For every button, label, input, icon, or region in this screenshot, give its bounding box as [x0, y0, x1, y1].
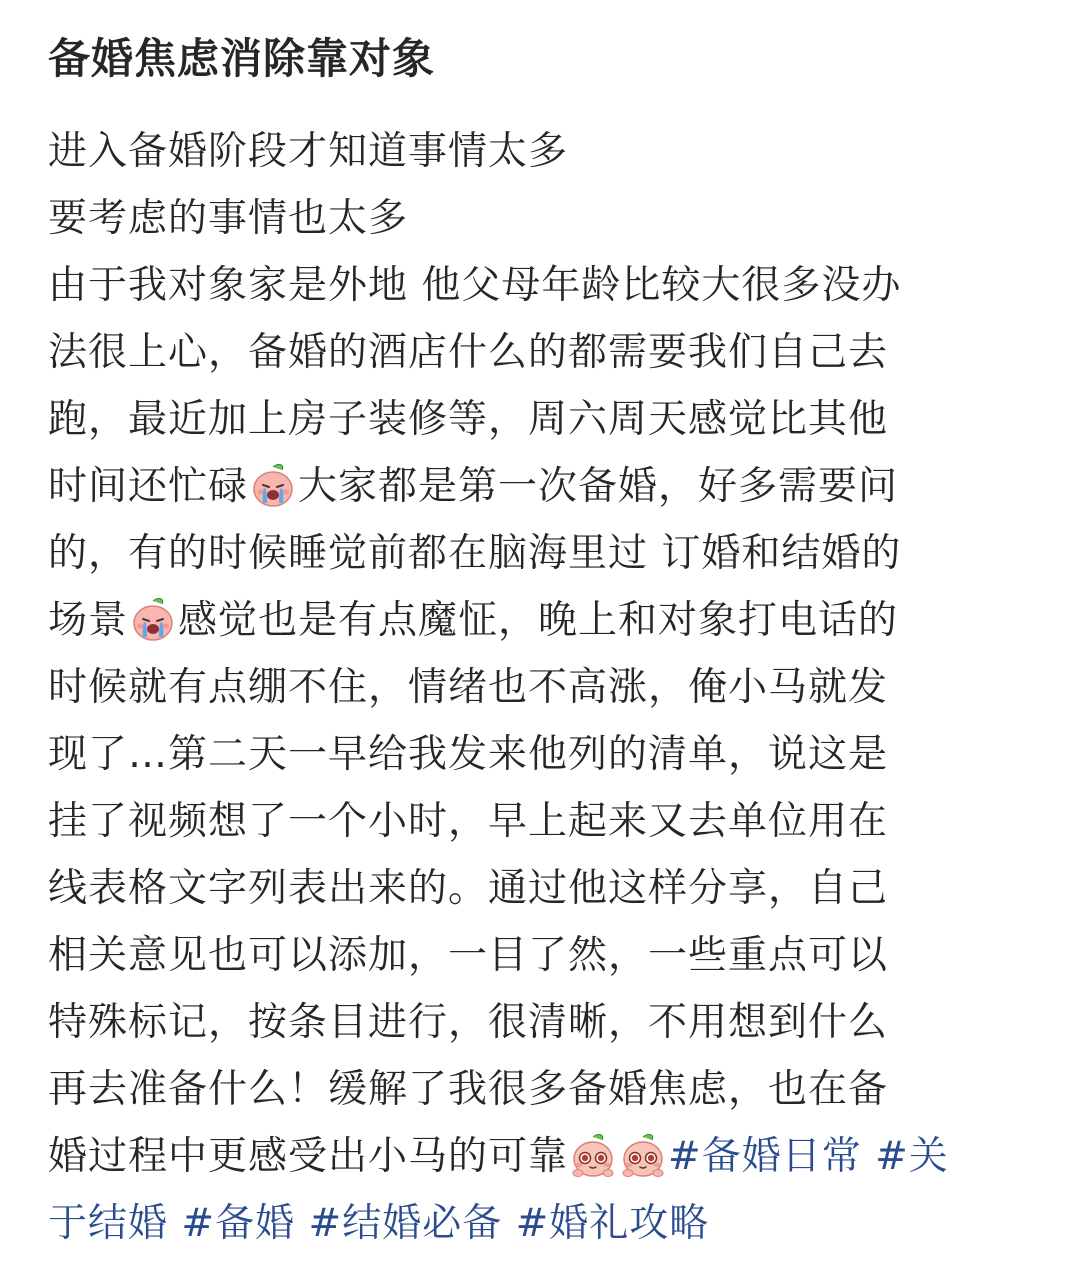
body-line — [48, 453, 1043, 520]
crying-peach-emoji-icon — [249, 461, 297, 509]
body-line: 进入备婚阶段才知道事情太多 — [48, 129, 569, 174]
post-title: 备婚焦虑消除靠对象 — [48, 34, 436, 83]
hashtag-link[interactable]: #婚礼攻略 — [515, 1201, 710, 1246]
body-line: 特殊标记，按条目进行，很清晰，不用想到什么 — [48, 1000, 889, 1045]
body-text: 场景 — [48, 598, 129, 643]
hashtag-link[interactable]: #备婚 — [181, 1201, 296, 1246]
body-line — [48, 1190, 1043, 1257]
body-line: 要考虑的事情也太多 — [48, 196, 409, 241]
body-text: 大家都是第一次备婚，好多需要问 — [298, 464, 899, 509]
hashtag-link[interactable]: #关 — [875, 1134, 949, 1179]
body-line: 再去准备什么！缓解了我很多备婚焦虑，也在备 — [48, 1067, 889, 1112]
body-line — [48, 1123, 1043, 1190]
crying-peach-emoji-icon — [129, 595, 177, 643]
post — [48, 26, 1043, 1257]
body-text: 感觉也是有点魔怔，晚上和对象打电话的 — [178, 598, 899, 643]
body-line: 现了…第二天一早给我发来他列的清单，说这是 — [48, 732, 889, 777]
body-line: 法很上心，备婚的酒店什么的都需要我们自己去 — [48, 330, 889, 375]
hashtag-link[interactable]: 于结婚 — [48, 1201, 169, 1246]
body-line: 跑，最近加上房子装修等，周六周天感觉比其他 — [48, 397, 889, 442]
body-line: 线表格文字列表出来的。通过他这样分享，自己 — [48, 866, 889, 911]
pleading-peach-emoji-icon — [569, 1131, 617, 1179]
hashtag-link[interactable]: #备婚日常 — [668, 1134, 862, 1179]
hashtag-link[interactable]: #结婚必备 — [308, 1201, 503, 1246]
body-line: 时候就有点绷不住，情绪也不高涨，俺小马就发 — [48, 665, 889, 710]
body-line: 的，有的时候睡觉前都在脑海里过 订婚和结婚的 — [48, 531, 902, 576]
body-line: 挂了视频想了一个小时，早上起来又去单位用在 — [48, 799, 889, 844]
body-line: 相关意见也可以添加，一目了然，一些重点可以 — [48, 933, 889, 978]
body-line — [48, 587, 1043, 654]
body-text: 婚过程中更感受出小马的可靠 — [48, 1134, 569, 1179]
body-line: 由于我对象家是外地 他父母年龄比较大很多没办 — [48, 263, 902, 308]
post-body — [48, 118, 1043, 1257]
pleading-peach-emoji-icon — [619, 1131, 667, 1179]
body-text: 时间还忙碌 — [48, 464, 249, 509]
